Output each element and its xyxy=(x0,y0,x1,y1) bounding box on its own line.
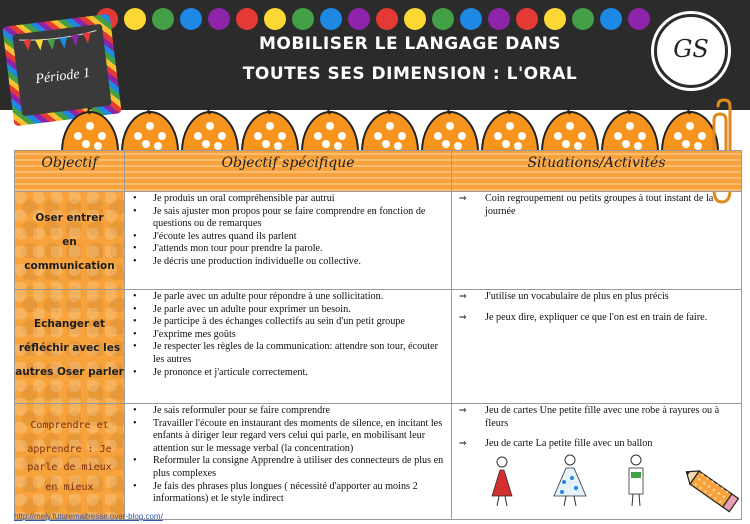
objective-3-line2: apprendre : Je xyxy=(27,444,112,455)
scallop-shape xyxy=(482,112,538,152)
header-dot xyxy=(376,8,398,30)
scallop-dot xyxy=(266,122,274,130)
girl-red-dress-icon xyxy=(492,457,512,506)
girl-green-dress-icon xyxy=(629,455,643,506)
scallop-dot xyxy=(514,142,522,150)
scallop-dot xyxy=(194,132,202,140)
list-item: • Je parle avec un adulte pour exprimer un besoin. xyxy=(127,304,445,317)
list-item: • Je sais ajuster mon propos pour se faire comprendre en fonction de questions ou de remarques xyxy=(127,206,445,231)
scallop-dot xyxy=(626,122,634,130)
scallop-dot xyxy=(262,140,270,148)
column-divider xyxy=(451,151,452,519)
scallop-shape xyxy=(62,112,118,152)
scallop-dot xyxy=(686,122,694,130)
scallop-dot xyxy=(322,140,330,148)
gs-logo xyxy=(654,14,728,88)
header-dot xyxy=(292,8,314,30)
header-dot xyxy=(432,8,454,30)
header-dot xyxy=(544,8,566,30)
activities-list-row1 xyxy=(453,193,737,226)
objective-2-line1: Echanger et xyxy=(33,318,106,330)
scallop-shape xyxy=(122,112,178,152)
objective-3-line1: Comprendre et xyxy=(30,420,109,431)
scallop-shape xyxy=(242,112,298,152)
header-objectif: Objectif xyxy=(41,155,98,171)
header-dot xyxy=(124,8,146,30)
scallop-dot xyxy=(86,122,94,130)
scallop-dot xyxy=(214,142,222,150)
scallop-dot xyxy=(146,122,154,130)
header-dot xyxy=(320,8,342,30)
scallop-dot xyxy=(518,132,526,140)
list-item: • Je produis un oral compréhensible par autrui xyxy=(127,193,445,206)
objective-cell-1 xyxy=(15,192,124,289)
colored-dots-row xyxy=(96,8,656,30)
list-item: ⇒ Jeu de carte La petite fille avec un ballon xyxy=(453,438,737,451)
header-dot xyxy=(460,8,482,30)
list-item: • J'écoute les autres quand ils parlent xyxy=(127,231,445,244)
specific-list-row3 xyxy=(127,405,445,506)
scallop-dot xyxy=(82,140,90,148)
objective-cell-2 xyxy=(15,290,124,403)
header-dot xyxy=(264,8,286,30)
activities-list-row3 xyxy=(453,405,737,459)
scallop-dot xyxy=(374,132,382,140)
scallop-dot xyxy=(278,132,286,140)
scallop-dot xyxy=(638,132,646,140)
header-dot xyxy=(600,8,622,30)
scallop-dot xyxy=(614,132,622,140)
scallop-dot xyxy=(694,142,702,150)
scallop-dot xyxy=(398,132,406,140)
page-title-line1: MOBILISER LE LANGAGE DANS xyxy=(258,34,562,54)
scallop-dot xyxy=(334,142,342,150)
list-item: • J'attends mon tour pour prendre la parole. xyxy=(127,243,445,256)
header-dot xyxy=(516,8,538,30)
column-divider xyxy=(124,151,125,519)
scallop-dot xyxy=(382,140,390,148)
objective-1-line3: communication xyxy=(24,260,115,272)
page-title-line2: TOUTES SES DIMENSION : L'ORAL xyxy=(242,64,578,84)
header-dot xyxy=(180,8,202,30)
scallop-dot xyxy=(442,140,450,148)
scallop-dot xyxy=(202,140,210,148)
list-item: • Je participe à des échanges collectifs au sein d'un petit groupe xyxy=(127,316,445,329)
objective-1-line1: Oser entrer xyxy=(35,212,104,224)
period-card-inner xyxy=(12,24,111,116)
scallop-dot xyxy=(454,142,462,150)
objective-1-line2: en xyxy=(62,236,77,248)
list-item: • Je décris une production individuelle ou collective. xyxy=(127,256,445,269)
scallop-shape xyxy=(362,112,418,152)
scallop-dot xyxy=(338,132,346,140)
list-item: • Je parle avec un adulte pour répondre à une sollicitation. xyxy=(127,291,445,304)
header-dot xyxy=(628,8,650,30)
specific-list-row2 xyxy=(127,291,445,379)
header-dot xyxy=(572,8,594,30)
scallop-dot xyxy=(134,132,142,140)
objective-cell-3 xyxy=(15,404,124,519)
scallop-dot xyxy=(682,140,690,148)
header-dot xyxy=(404,8,426,30)
scallop-dot xyxy=(386,122,394,130)
scallop-shape xyxy=(602,112,658,152)
pencil-icon xyxy=(680,462,744,520)
scallop-shape xyxy=(542,112,598,152)
scallop-dot xyxy=(446,122,454,130)
scallop-dot xyxy=(622,140,630,148)
scallop-dot xyxy=(574,142,582,150)
orange-scallops-decoration xyxy=(60,108,720,154)
scallop-dot xyxy=(494,132,502,140)
header-objectif-specifique: Objectif spécifique xyxy=(221,155,355,171)
list-item: • Je fais des phrases plus longues ( nécessité d'apporter au moins 2 informations) et le style indirect xyxy=(127,481,445,506)
scallop-dot xyxy=(502,140,510,148)
activities-list-row2 xyxy=(453,291,737,332)
row-divider xyxy=(15,403,741,404)
list-item: • Je sais reformuler pour se faire comprendre xyxy=(127,405,445,418)
scallop-dot xyxy=(94,142,102,150)
scallop-dot xyxy=(326,122,334,130)
list-item: ⇒ Je peux dire, expliquer ce que l'on est en train de faire. xyxy=(453,312,737,325)
objective-3-line3: parle de mieux xyxy=(27,462,112,473)
girl-dotted-dress-icon xyxy=(554,455,586,506)
scallop-dot xyxy=(562,140,570,148)
girl-figures-illustration xyxy=(478,452,658,512)
scallop-dot xyxy=(142,140,150,148)
header-dot xyxy=(488,8,510,30)
scallop-shape xyxy=(182,112,238,152)
header-dot xyxy=(236,8,258,30)
scallop-dot xyxy=(154,142,162,150)
scallop-dot xyxy=(566,122,574,130)
scallop-dot xyxy=(506,122,514,130)
scallop-dot xyxy=(74,132,82,140)
scallop-dot xyxy=(554,132,562,140)
objective-2-line3: autres Oser parler xyxy=(15,366,124,378)
period-label: Période 1 xyxy=(34,65,91,88)
scallop-shape xyxy=(302,112,358,152)
footer-url-link[interactable]: http://mely.futuremaitresse.over-blog.com/ xyxy=(14,512,163,521)
objective-2-line2: réfléchir avec les xyxy=(18,342,121,354)
list-item: • Travailler l'écoute en instaurant des moments de silence, en incitant les enfants à diriger leur regard vers celui qui parle, en mobilisant leur attention sur le message verbal (la concentration) xyxy=(127,418,445,456)
scallop-dot xyxy=(274,142,282,150)
list-item: • Je respecter les règles de la communication: attendre son tour, écouter les autres xyxy=(127,341,445,366)
scallop-dot xyxy=(218,132,226,140)
list-item: ⇒ Jeu de cartes Une petite fille avec une robe à rayures ou à fleurs xyxy=(453,405,737,430)
bunting-icon xyxy=(19,29,99,56)
scallop-dot xyxy=(674,132,682,140)
list-item: • Je prononce et j'articule correctement. xyxy=(127,367,445,380)
scallop-dot xyxy=(206,122,214,130)
header-dot xyxy=(152,8,174,30)
scallop-shape xyxy=(422,112,478,152)
scallop-dot xyxy=(634,142,642,150)
list-item: ⇒ Coin regroupement ou petits groupes à tout instant de la journée xyxy=(453,193,737,218)
scallop-dot xyxy=(158,132,166,140)
scallop-dot xyxy=(98,132,106,140)
gs-logo-text: GS xyxy=(673,35,709,63)
header-situations-activites: Situations/Activités xyxy=(527,155,666,171)
header-dot xyxy=(208,8,230,30)
scallop-dot xyxy=(458,132,466,140)
scallop-dot xyxy=(314,132,322,140)
scallop-dot xyxy=(254,132,262,140)
objective-3-line4: en mieux xyxy=(45,482,94,493)
scallop-dot xyxy=(394,142,402,150)
scallop-dot xyxy=(434,132,442,140)
header-dot xyxy=(348,8,370,30)
specific-list-row1 xyxy=(127,193,445,269)
list-item: ⇒ J'utilise un vocabulaire de plus en plus précis xyxy=(453,291,737,304)
list-item: • J'exprime mes goûts xyxy=(127,329,445,342)
list-item: • Reformuler la consigne Apprendre à utiliser des connecteurs de plus en plus complexes xyxy=(127,455,445,480)
scallop-dot xyxy=(578,132,586,140)
scallop-dot xyxy=(698,132,706,140)
row-divider xyxy=(15,289,741,290)
